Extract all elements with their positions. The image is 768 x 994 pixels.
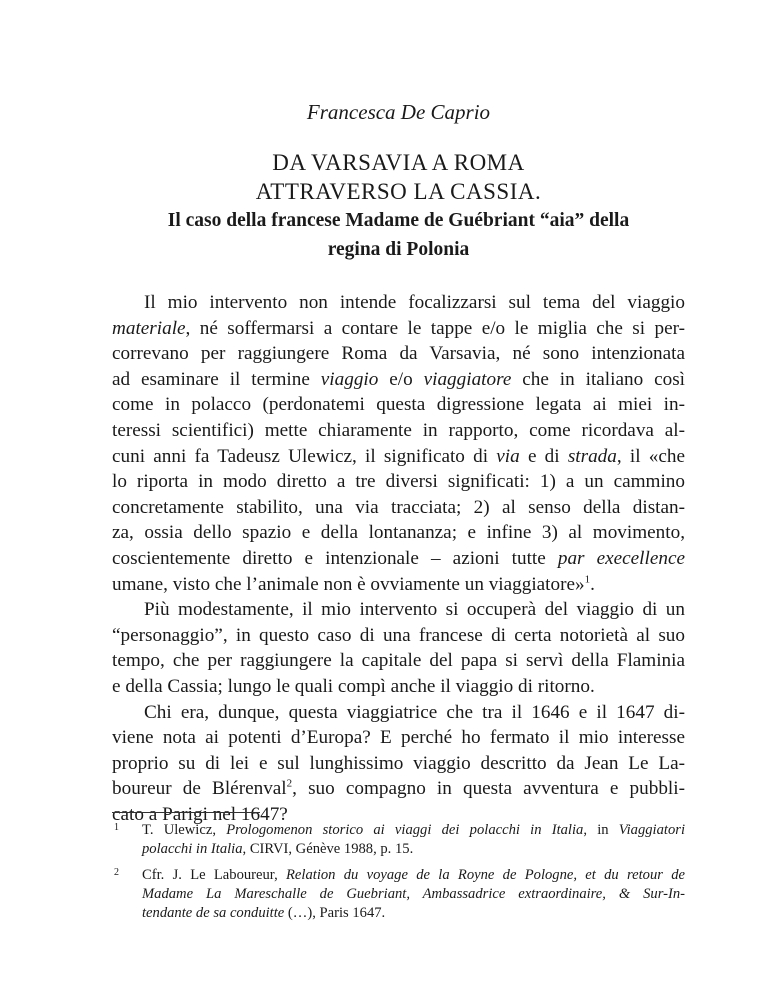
text-run: come in polacco (perdonatemi questa digressione legata ai miei in- [112, 394, 685, 416]
text-line [112, 469, 685, 495]
text-run: Chi era, dunque, questa viaggiatrice che tra il 1646 e il 1647 di- [144, 701, 685, 723]
paragraph [112, 700, 685, 828]
footnote-line [142, 866, 685, 885]
text-line [112, 776, 685, 802]
text-run: , né soffermarsi a contare le tappe e/o le miglia che si per- [185, 317, 685, 339]
text-run: . [590, 573, 595, 595]
text-line [112, 546, 685, 572]
text-run: Cfr. J. Le Laboureur, [142, 867, 287, 883]
text-line [112, 392, 685, 418]
text-run: Il mio intervento non intende focalizzarsi sul tema del viaggio [144, 292, 685, 313]
italic-text: Viaggiatori [618, 822, 685, 838]
footnotes [112, 821, 685, 930]
text-line [112, 597, 685, 623]
text-line [112, 290, 685, 316]
subtitle-line-2: regina di Polonia [327, 239, 470, 260]
text-run: ad esaminare il termine [112, 368, 321, 390]
body-text [112, 290, 685, 827]
title-line-1: DA VARSAVIA A ROMA [272, 150, 525, 175]
text-run: cato a Parigi nel 1647? [112, 803, 288, 825]
italic-text: materiale [112, 317, 186, 339]
text-run: viene nota ai potenti d’Europa? E perché ho fermato il mio interesse [112, 727, 685, 749]
text-line [112, 725, 685, 751]
text-run: , CIRVI, Génève 1988, p. 15. [242, 841, 414, 857]
footnote-number: 1 [114, 822, 119, 833]
footnote [112, 821, 685, 859]
text-run: cuni anni fa Tadeusz Ulewicz, il significato di [112, 445, 497, 467]
text-run: (…), Paris 1647. [284, 905, 386, 921]
text-run: proprio su di lei e sul lunghissimo viaggio descritto da Jean Le La- [112, 752, 685, 774]
paragraph [112, 597, 685, 699]
text-run: za, ossia dello spazio e della lontananza; e infine 3) al movimento, [112, 522, 685, 544]
text-run: tempo, che per raggiungere la capitale del papa si servì della Flaminia [112, 650, 685, 672]
text-line [112, 341, 685, 367]
text-line [112, 367, 685, 393]
text-run: “personaggio”, in questo caso di una francese di certa notorietà al suo [112, 624, 685, 646]
italic-text: tendante de sa conduitte [142, 905, 285, 921]
text-run: , il «che [616, 445, 685, 467]
italic-text: Prologomenon storico ai viaggi dei polacchi in Italia [226, 822, 584, 838]
text-run: concretamente stabilito, una via tracciata; 2) al senso della distan- [112, 496, 685, 518]
italic-text: strada [567, 445, 617, 467]
italic-text: polacchi in Italia [142, 841, 243, 857]
text-run: e della Cassia; lungo le quali compì anche il viaggio di ritorno. [112, 675, 595, 697]
footnote-line [142, 885, 685, 904]
footnote-rule [112, 812, 260, 813]
title-line-2: ATTRAVERSO LA CASSIA. [255, 179, 542, 204]
text-run: T. Ulewicz, [142, 822, 227, 838]
text-line [112, 316, 685, 342]
author-name: Francesca De Caprio [306, 100, 491, 124]
footnote-ref: 1 [584, 573, 591, 586]
text-run: lo riporta in modo diretto a tre diversi significati: 1) a un cammino [112, 471, 685, 493]
italic-text: par execellence [557, 547, 685, 569]
italic-text: Madame La Mareschalle de Guebriant, Ambassadrice extraordinaire, & Sur-In- [142, 886, 685, 902]
text-run: umane, visto che l’animale non è ovviamente un viaggiatore» [112, 573, 585, 595]
text-run: , suo compagno in questa avventura e pubbli- [292, 778, 685, 800]
text-line [112, 648, 685, 674]
text-line [112, 444, 685, 470]
article-title-block [112, 148, 685, 264]
text-line [112, 418, 685, 444]
text-line [112, 674, 685, 700]
text-line [112, 751, 685, 777]
text-run: e/o [378, 368, 424, 390]
italic-text: viaggio [320, 368, 379, 390]
text-run: teressi scientifici) mette chiaramente in rapporto, come ricordava al- [112, 419, 685, 441]
text-line [112, 700, 685, 726]
text-line [112, 495, 685, 521]
subtitle-line-1: Il caso della francese Madame de Guébriant “aia” della [167, 210, 630, 231]
footnote-number: 2 [114, 867, 119, 878]
footnote-line [142, 904, 685, 923]
italic-text: viaggiatore [423, 368, 512, 390]
text-run: boureur de Blérenval [112, 778, 287, 800]
text-run: correvano per raggiungere Roma da Varsavia, né sono intenzionata [112, 343, 685, 365]
footnote-line [142, 821, 685, 840]
paragraph [112, 290, 685, 597]
italic-text: via [496, 445, 520, 467]
text-run: , in [583, 822, 619, 838]
text-run: che in italiano così [511, 368, 685, 390]
footnote-ref: 2 [286, 777, 293, 790]
footnote-line [142, 840, 685, 859]
italic-text: Relation du voyage de la Royne de Pologne, et du retour de [286, 867, 686, 883]
text-line [112, 572, 685, 598]
text-line [112, 623, 685, 649]
text-run: e di [519, 445, 568, 467]
footnote [112, 866, 685, 923]
text-run: coscientemente diretto e intenzionale – azioni tutte [112, 547, 558, 569]
text-line [112, 520, 685, 546]
text-run: Più modestamente, il mio intervento si occuperà del viaggio di un [144, 599, 685, 621]
